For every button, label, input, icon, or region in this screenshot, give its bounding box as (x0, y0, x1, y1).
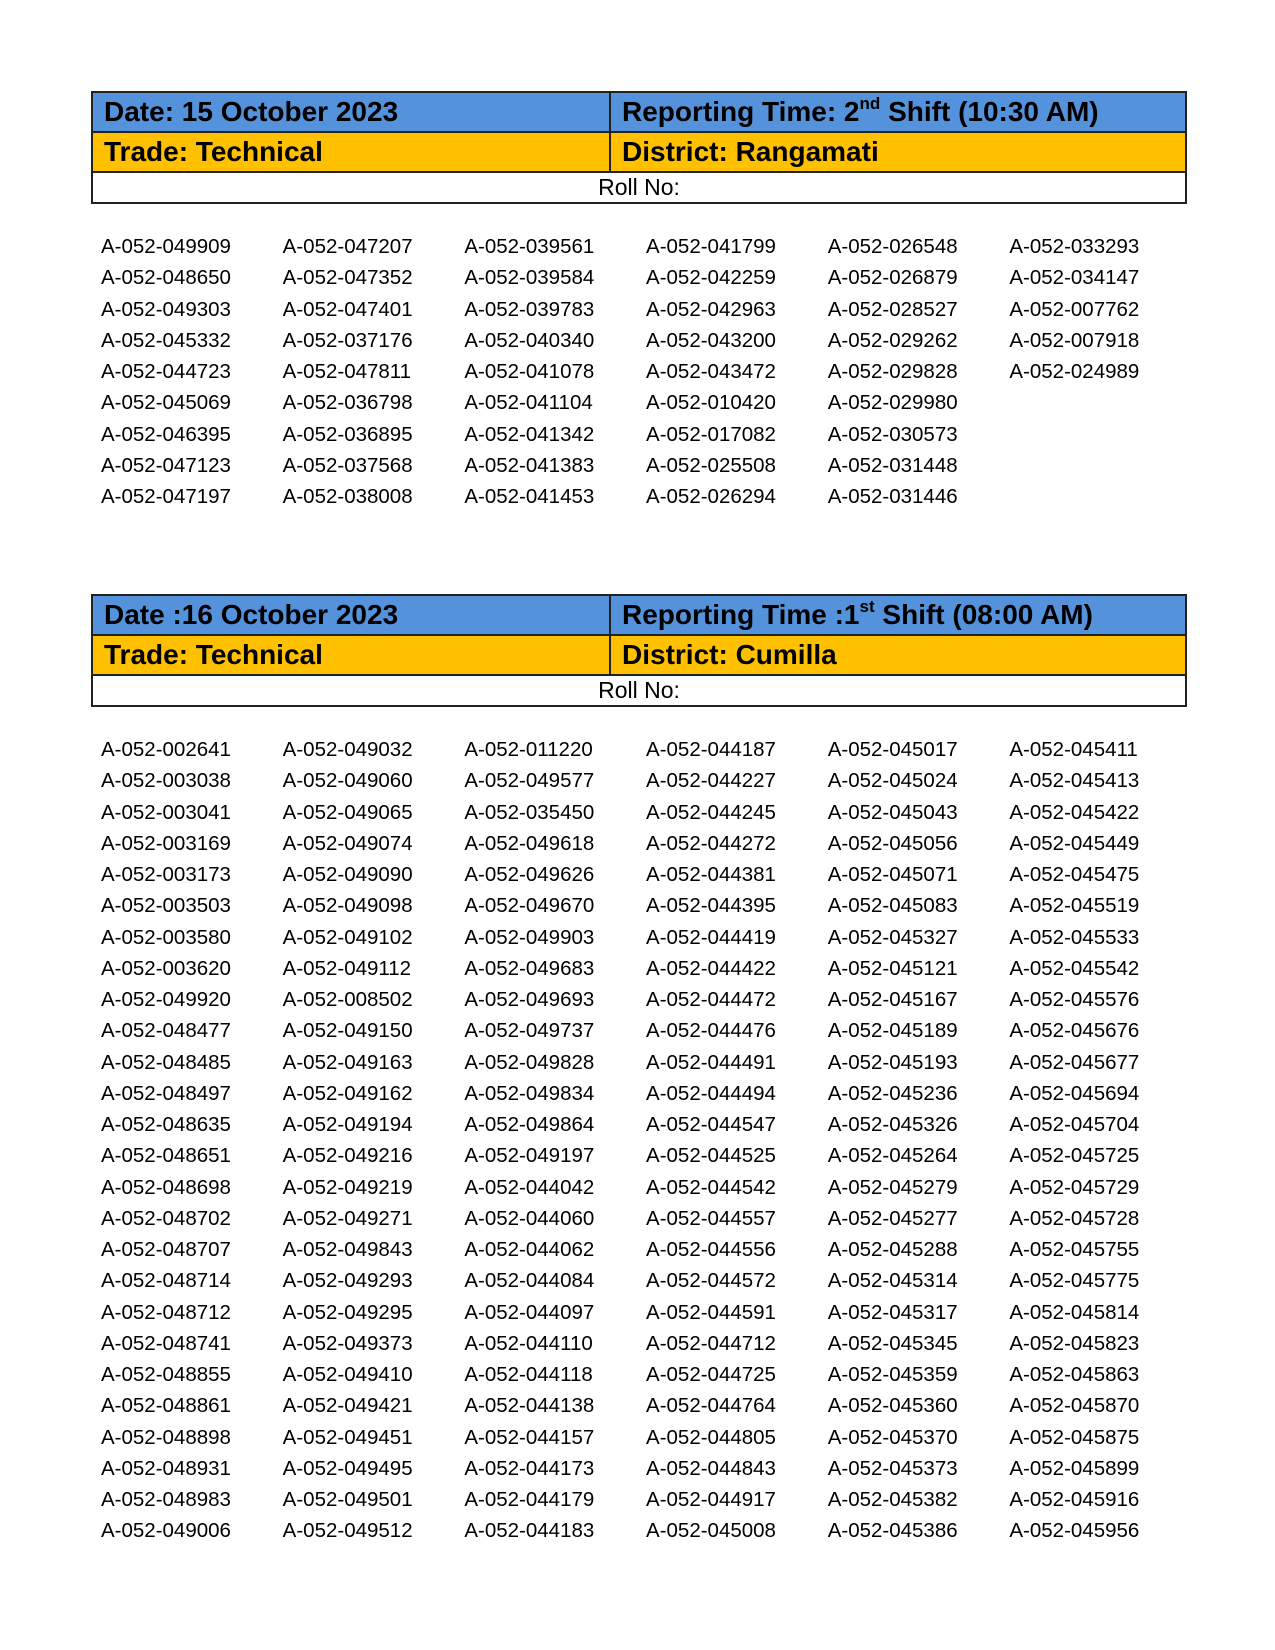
roll-number: A-052-044917 (646, 1488, 776, 1511)
roll-number: A-052-045056 (827, 831, 958, 855)
roll-number: A-052-026879 (827, 266, 958, 290)
roll-number: A-052-049501 (282, 1488, 413, 1511)
roll-number: A-052-045326 (827, 1113, 958, 1136)
roll-number: A-052-049032 (282, 738, 413, 761)
roll-number: A-052-003041 (101, 800, 231, 824)
roll-number: A-052-049670 (464, 894, 595, 918)
roll-number: A-052-047207 (282, 235, 413, 258)
roll-number-grid-1 (101, 231, 1191, 512)
roll-number: A-052-039783 (464, 297, 595, 321)
roll-number: A-052-048898 (101, 1425, 231, 1449)
roll-column (101, 734, 283, 1547)
roll-number: A-052-017082 (646, 422, 776, 446)
roll-number: A-052-044395 (646, 894, 776, 918)
roll-number: A-052-037568 (282, 453, 413, 477)
roll-number: A-052-048635 (101, 1113, 231, 1136)
date-cell: Date: 15 October 2023 (92, 92, 610, 132)
roll-number: A-052-049421 (282, 1394, 413, 1418)
roll-number: A-052-049065 (282, 800, 413, 824)
roll-number: A-052-049219 (282, 1175, 413, 1199)
roll-number: A-052-003169 (101, 831, 231, 855)
roll-column (283, 734, 465, 1547)
roll-number: A-052-045422 (1009, 800, 1140, 824)
roll-number: A-052-045373 (827, 1456, 958, 1480)
roll-number: A-052-049373 (282, 1331, 413, 1355)
reporting-time-prefix: Reporting Time :1 (622, 599, 860, 630)
roll-number: A-052-048651 (101, 1144, 231, 1168)
roll-number: A-052-045071 (827, 863, 958, 886)
roll-number: A-052-049271 (282, 1206, 413, 1230)
roll-column (101, 231, 283, 512)
roll-number: A-052-034147 (1009, 266, 1140, 290)
roll-number: A-052-003038 (101, 769, 231, 793)
roll-number: A-052-045121 (827, 956, 958, 980)
roll-number: A-052-045899 (1009, 1456, 1140, 1480)
roll-number: A-052-049303 (101, 297, 231, 321)
roll-number: A-052-049074 (282, 831, 413, 855)
roll-number: A-052-044227 (646, 769, 776, 793)
roll-number: A-052-041078 (464, 360, 595, 383)
roll-number: A-052-044381 (646, 863, 776, 886)
roll-number: A-052-045704 (1009, 1113, 1140, 1136)
roll-number: A-052-025508 (646, 453, 776, 477)
roll-number: A-052-049112 (282, 956, 412, 980)
schedule-header-2 (91, 594, 1185, 707)
roll-number: A-052-045676 (1009, 1019, 1140, 1043)
roll-number: A-052-007762 (1009, 297, 1140, 321)
roll-number: A-052-048861 (101, 1394, 231, 1418)
roll-number: A-052-049293 (282, 1269, 413, 1293)
roll-number: A-052-045345 (827, 1331, 958, 1355)
roll-number: A-052-041383 (464, 453, 595, 477)
roll-number: A-052-047352 (282, 266, 413, 290)
roll-number: A-052-045279 (827, 1175, 958, 1199)
roll-number: A-052-045359 (827, 1363, 958, 1386)
roll-number: A-052-045236 (827, 1081, 958, 1105)
roll-number: A-052-031448 (827, 453, 958, 477)
roll-number: A-052-049197 (464, 1144, 595, 1168)
roll-number: A-052-044491 (646, 1050, 776, 1074)
roll-number: A-052-048983 (101, 1488, 231, 1511)
roll-number: A-052-045542 (1009, 956, 1140, 980)
roll-number: A-052-003580 (101, 925, 231, 949)
roll-number: A-052-036798 (282, 391, 413, 415)
district-cell: District: Rangamati (610, 132, 1186, 172)
roll-number: A-052-045370 (827, 1425, 958, 1449)
roll-number: A-052-049834 (464, 1081, 595, 1105)
roll-number: A-052-049006 (101, 1519, 231, 1543)
roll-number: A-052-044110 (464, 1331, 593, 1355)
roll-number: A-052-049843 (282, 1238, 413, 1261)
roll-number: A-052-045167 (827, 988, 958, 1011)
roll-number: A-052-045386 (827, 1519, 958, 1543)
roll-number: A-052-029828 (827, 360, 958, 383)
roll-number: A-052-044556 (646, 1238, 776, 1261)
roll-number: A-052-047123 (101, 453, 231, 477)
roll-number: A-052-003173 (101, 863, 231, 886)
roll-number: A-052-045533 (1009, 925, 1140, 949)
roll-number: A-052-045863 (1009, 1363, 1140, 1386)
roll-number: A-052-045189 (827, 1019, 958, 1043)
roll-number: A-052-007918 (1009, 328, 1140, 352)
reporting-time-cell (610, 92, 1186, 132)
roll-number: A-052-044557 (646, 1206, 776, 1230)
roll-column (464, 231, 646, 512)
roll-number: A-052-048477 (101, 1019, 231, 1043)
roll-number: A-052-045024 (827, 769, 958, 793)
roll-number: A-052-048497 (101, 1081, 231, 1105)
roll-number: A-052-047811 (282, 360, 412, 383)
roll-number: A-052-044547 (646, 1113, 776, 1136)
roll-number: A-052-044494 (646, 1081, 776, 1105)
roll-number: A-052-045288 (827, 1238, 958, 1261)
roll-number: A-052-044118 (464, 1363, 593, 1386)
reporting-time-suffix: Shift (10:30 AM) (880, 96, 1099, 127)
reporting-time-cell (610, 595, 1186, 635)
roll-number: A-052-044725 (646, 1363, 776, 1386)
roll-number: A-052-045870 (1009, 1394, 1140, 1418)
roll-number: A-052-033293 (1009, 235, 1140, 258)
reporting-time-prefix: Reporting Time: 2 (622, 96, 860, 127)
roll-number: A-052-045411 (1009, 738, 1138, 761)
roll-number: A-052-044060 (464, 1206, 595, 1230)
reporting-time-ordinal: st (859, 597, 875, 616)
roll-number: A-052-048714 (101, 1269, 231, 1293)
roll-number: A-052-045956 (1009, 1519, 1140, 1543)
roll-number: A-052-049920 (101, 988, 231, 1011)
roll-number: A-052-044476 (646, 1019, 776, 1043)
roll-number: A-052-045729 (1009, 1175, 1140, 1199)
roll-number: A-052-044097 (464, 1300, 595, 1324)
roll-number: A-052-030573 (827, 422, 958, 446)
roll-no-label: Roll No: (92, 172, 1186, 203)
roll-number: A-052-048485 (101, 1050, 231, 1074)
roll-number-grid-2 (101, 734, 1191, 1547)
roll-number: A-052-045083 (827, 894, 958, 918)
roll-number: A-052-045725 (1009, 1144, 1140, 1168)
roll-number: A-052-049451 (282, 1425, 413, 1449)
schedule-header-table-2 (91, 594, 1187, 707)
roll-number: A-052-045449 (1009, 831, 1140, 855)
roll-number: A-052-041104 (464, 391, 593, 415)
roll-number: A-052-049683 (464, 956, 595, 980)
roll-number: A-052-029980 (827, 391, 958, 415)
roll-number: A-052-044138 (464, 1394, 595, 1418)
roll-column (464, 734, 646, 1547)
roll-number: A-052-041342 (464, 422, 595, 446)
roll-number: A-052-049693 (464, 988, 595, 1011)
roll-number: A-052-044173 (464, 1456, 595, 1480)
roll-number: A-052-026548 (827, 235, 958, 258)
reporting-time-ordinal: nd (859, 94, 881, 113)
roll-number: A-052-049828 (464, 1050, 595, 1074)
roll-number: A-052-044422 (646, 956, 776, 980)
roll-number: A-052-002641 (101, 738, 231, 761)
roll-number: A-052-049102 (282, 925, 413, 949)
roll-number: A-052-011220 (464, 738, 593, 761)
roll-number: A-052-048855 (101, 1363, 231, 1386)
roll-number: A-052-039561 (464, 235, 595, 258)
roll-column (1009, 734, 1191, 1547)
roll-number: A-052-036895 (282, 422, 413, 446)
roll-number: A-052-045008 (646, 1519, 776, 1543)
roll-number: A-052-044764 (646, 1394, 776, 1418)
roll-number: A-052-045277 (827, 1206, 958, 1230)
roll-number: A-052-035450 (464, 800, 595, 824)
roll-number: A-052-045332 (101, 328, 231, 352)
roll-number: A-052-044062 (464, 1238, 595, 1261)
roll-number: A-052-044157 (464, 1425, 595, 1449)
roll-number: A-052-049410 (282, 1363, 413, 1386)
roll-number: A-052-045069 (101, 391, 231, 415)
roll-number: A-052-045043 (827, 800, 958, 824)
roll-number: A-052-048931 (101, 1456, 231, 1480)
roll-number: A-052-040340 (464, 328, 595, 352)
trade-cell: Trade: Technical (92, 635, 610, 675)
roll-number: A-052-045694 (1009, 1081, 1140, 1105)
roll-number: A-052-003620 (101, 956, 231, 980)
roll-number: A-052-045360 (827, 1394, 958, 1418)
roll-number: A-052-044591 (646, 1300, 776, 1324)
roll-number: A-052-044179 (464, 1488, 595, 1511)
roll-number: A-052-049098 (282, 894, 413, 918)
roll-number: A-052-045916 (1009, 1488, 1140, 1511)
roll-number: A-052-045317 (827, 1300, 958, 1324)
roll-number: A-052-049626 (464, 863, 595, 886)
roll-number: A-052-048741 (101, 1331, 231, 1355)
district-cell: District: Cumilla (610, 635, 1186, 675)
reporting-time-suffix: Shift (08:00 AM) (874, 599, 1093, 630)
roll-number: A-052-049150 (282, 1019, 413, 1043)
trade-cell: Trade: Technical (92, 132, 610, 172)
roll-number: A-052-043200 (646, 328, 776, 352)
roll-column (828, 231, 1010, 512)
roll-number: A-052-048698 (101, 1175, 231, 1199)
roll-number: A-052-041799 (646, 235, 776, 258)
roll-number: A-052-045814 (1009, 1300, 1140, 1324)
roll-number: A-052-047401 (282, 297, 413, 321)
roll-number: A-052-046395 (101, 422, 231, 446)
roll-number: A-052-043472 (646, 360, 776, 383)
roll-number: A-052-048650 (101, 266, 231, 290)
roll-number: A-052-047197 (101, 485, 231, 508)
roll-number: A-052-044712 (646, 1331, 776, 1355)
roll-number: A-052-045017 (827, 738, 958, 761)
roll-number: A-052-045475 (1009, 863, 1140, 886)
roll-column (646, 734, 828, 1547)
roll-number: A-052-049618 (464, 831, 595, 855)
roll-number: A-052-049194 (282, 1113, 413, 1136)
roll-number: A-052-049163 (282, 1050, 413, 1074)
roll-number: A-052-042963 (646, 297, 776, 321)
roll-number: A-052-044843 (646, 1456, 776, 1480)
roll-number: A-052-045823 (1009, 1331, 1140, 1355)
roll-number: A-052-010420 (646, 391, 776, 415)
roll-number: A-052-045264 (827, 1144, 958, 1168)
roll-number: A-052-049903 (464, 925, 595, 949)
roll-number: A-052-044525 (646, 1144, 776, 1168)
roll-column (1009, 231, 1191, 512)
roll-number: A-052-048712 (101, 1300, 231, 1324)
roll-number: A-052-045382 (827, 1488, 958, 1511)
roll-number: A-052-049162 (282, 1081, 413, 1105)
roll-number: A-052-031446 (827, 485, 958, 508)
roll-number: A-052-049512 (282, 1519, 413, 1543)
roll-number: A-052-044419 (646, 925, 776, 949)
roll-column (828, 734, 1010, 1547)
roll-number: A-052-045193 (827, 1050, 958, 1074)
roll-number: A-052-003503 (101, 894, 231, 918)
roll-number: A-052-049495 (282, 1456, 413, 1480)
roll-number: A-052-039584 (464, 266, 595, 290)
roll-number: A-052-026294 (646, 485, 776, 508)
roll-number: A-052-044183 (464, 1519, 595, 1543)
roll-number: A-052-045775 (1009, 1269, 1140, 1293)
roll-number: A-052-038008 (282, 485, 413, 508)
roll-number: A-052-044084 (464, 1269, 595, 1293)
roll-number: A-052-048707 (101, 1238, 231, 1261)
roll-number: A-052-049060 (282, 769, 413, 793)
roll-number: A-052-045413 (1009, 769, 1140, 793)
roll-number: A-052-044042 (464, 1175, 595, 1199)
roll-number: A-052-037176 (282, 328, 413, 352)
roll-number: A-052-041453 (464, 485, 595, 508)
roll-number: A-052-045755 (1009, 1238, 1140, 1261)
roll-no-label: Roll No: (92, 675, 1186, 706)
roll-number: A-052-044542 (646, 1175, 776, 1199)
roll-number: A-052-049090 (282, 863, 413, 886)
schedule-header-1 (91, 91, 1185, 204)
roll-number: A-052-044572 (646, 1269, 776, 1293)
roll-number: A-052-045875 (1009, 1425, 1140, 1449)
roll-number: A-052-044245 (646, 800, 776, 824)
roll-number: A-052-048702 (101, 1206, 231, 1230)
roll-number: A-052-045314 (827, 1269, 958, 1293)
roll-number: A-052-008502 (282, 988, 413, 1011)
roll-column (646, 231, 828, 512)
roll-number: A-052-044272 (646, 831, 776, 855)
roll-number: A-052-044187 (646, 738, 776, 761)
roll-number: A-052-049737 (464, 1019, 595, 1043)
roll-number: A-052-028527 (827, 297, 958, 321)
roll-number: A-052-049577 (464, 769, 595, 793)
roll-number: A-052-044723 (101, 360, 231, 383)
roll-number: A-052-049909 (101, 235, 231, 258)
roll-number: A-052-045519 (1009, 894, 1140, 918)
roll-number: A-052-049295 (282, 1300, 413, 1324)
date-cell: Date :16 October 2023 (92, 595, 610, 635)
roll-number: A-052-029262 (827, 328, 958, 352)
schedule-header-table-1 (91, 91, 1187, 204)
roll-number: A-052-049216 (282, 1144, 413, 1168)
roll-column (283, 231, 465, 512)
roll-number: A-052-045677 (1009, 1050, 1140, 1074)
roll-number: A-052-042259 (646, 266, 776, 290)
roll-number: A-052-045576 (1009, 988, 1140, 1011)
roll-number: A-052-044472 (646, 988, 776, 1011)
roll-number: A-052-049864 (464, 1113, 595, 1136)
roll-number: A-052-044805 (646, 1425, 776, 1449)
roll-number: A-052-045728 (1009, 1206, 1140, 1230)
roll-number: A-052-045327 (827, 925, 958, 949)
roll-number: A-052-024989 (1009, 360, 1140, 383)
